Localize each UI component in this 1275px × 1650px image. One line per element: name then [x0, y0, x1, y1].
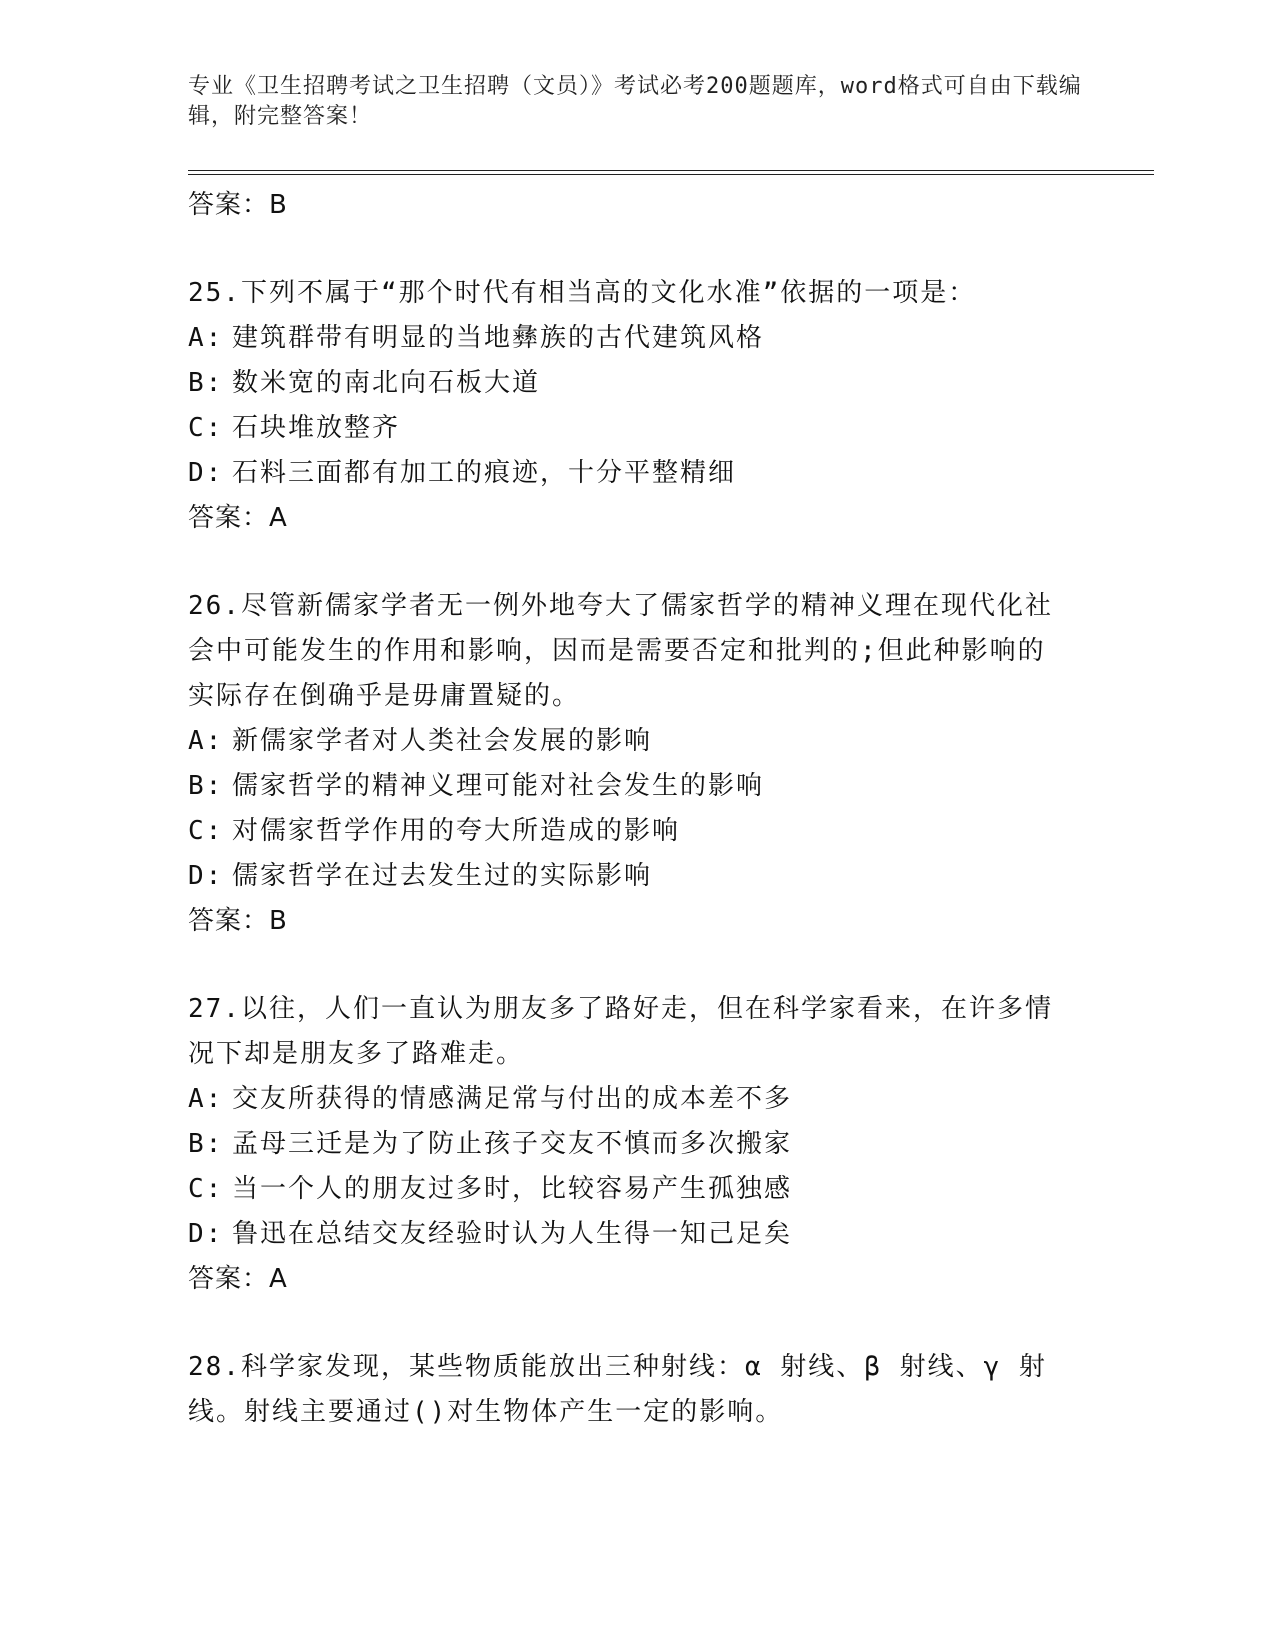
option-b: B: 儒家哲学的精神义理可能对社会发生的影响	[188, 771, 765, 801]
option-c: C: 当一个人的朋友过多时，比较容易产生孤独感	[188, 1174, 793, 1204]
question-25	[188, 271, 1088, 540]
option-d: D: 石料三面都有加工的痕迹，十分平整精细	[188, 458, 737, 488]
question-stem-line: 会中可能发生的作用和影响，因而是需要否定和批判的;但此种影响的	[188, 636, 1046, 666]
page-header: 专业《卫生招聘考试之卫生招聘（文员）》考试必考200题题库，word格式可自由下载编辑，附完整答案！	[188, 74, 1082, 129]
answer-line: 答案：A	[188, 503, 288, 533]
header-divider	[188, 170, 1154, 175]
answer-line: 答案：B	[188, 906, 288, 936]
question-stem-line: 26.尽管新儒家学者无一例外地夸大了儒家哲学的精神义理在现代化社	[188, 591, 1053, 621]
document-page	[188, 72, 1088, 1435]
option-c: C: 石块堆放整齐	[188, 413, 401, 443]
option-a: A: 交友所获得的情感满足常与付出的成本差不多	[188, 1084, 793, 1114]
question-stem-line: 27.以往，人们一直认为朋友多了路好走，但在科学家看来，在许多情	[188, 994, 1053, 1024]
question-stem-line: 线。射线主要通过()对生物体产生一定的影响。	[188, 1397, 784, 1427]
question-stem-line: 28.科学家发现，某些物质能放出三种射线：α 射线、β 射线、γ 射	[188, 1352, 1047, 1382]
question-stem-line: 25.下列不属于“那个时代有相当高的文化水准”依据的一项是：	[188, 278, 977, 308]
question-28	[188, 1345, 1088, 1435]
option-d: D: 鲁迅在总结交友经验时认为人生得一知己足矣	[188, 1219, 793, 1249]
previous-answer: 答案：B	[188, 190, 288, 220]
question-26	[188, 584, 1088, 943]
option-b: B: 孟母三迁是为了防止孩子交友不慎而多次搬家	[188, 1129, 793, 1159]
question-stem-line: 况下却是朋友多了路难走。	[188, 1039, 525, 1069]
option-d: D: 儒家哲学在过去发生过的实际影响	[188, 861, 653, 891]
option-a: A: 建筑群带有明显的当地彝族的古代建筑风格	[188, 323, 765, 353]
option-c: C: 对儒家哲学作用的夸大所造成的影响	[188, 816, 681, 846]
option-a: A: 新儒家学者对人类社会发展的影响	[188, 726, 653, 756]
question-stem-line: 实际存在倒确乎是毋庸置疑的。	[188, 681, 581, 711]
answer-line: 答案：A	[188, 1264, 288, 1294]
question-27	[188, 987, 1088, 1301]
option-b: B: 数米宽的南北向石板大道	[188, 368, 541, 398]
